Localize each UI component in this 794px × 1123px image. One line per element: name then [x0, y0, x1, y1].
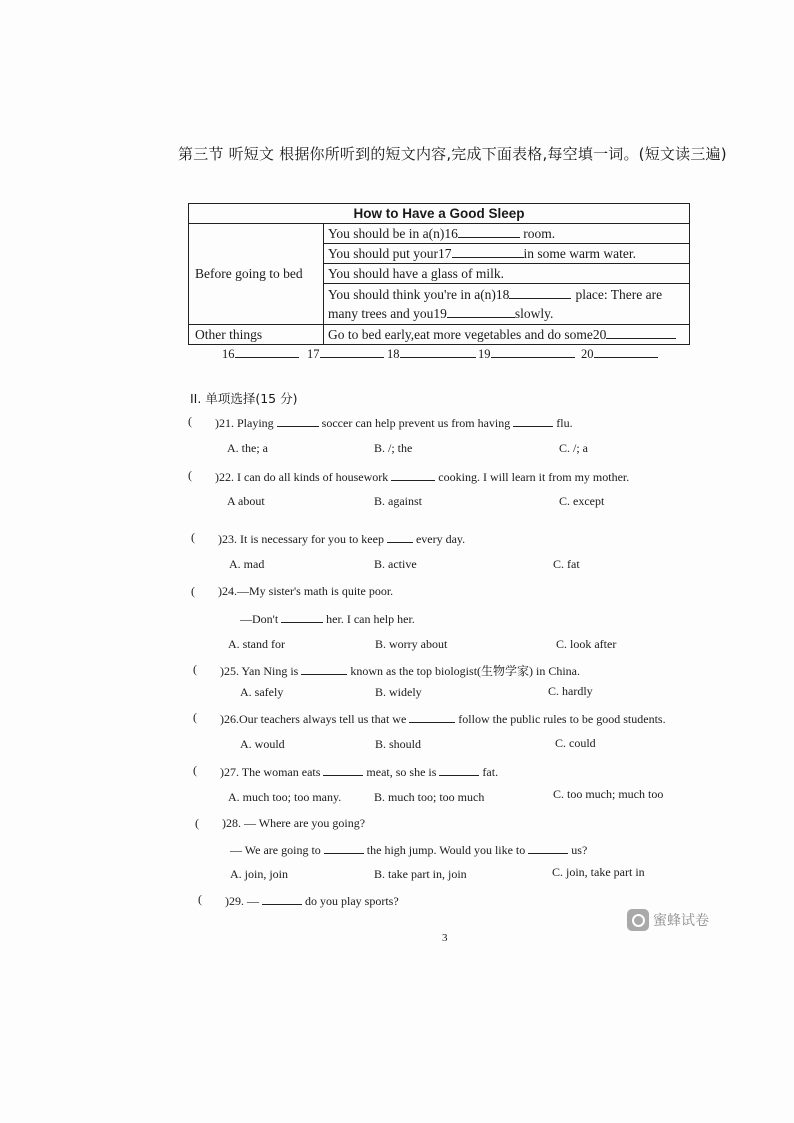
option-b[interactable]: B. /; the	[374, 441, 413, 455]
question-28-reply: — We are going to the high jump. Would you like to us?	[230, 843, 588, 857]
answer-paren[interactable]: (	[191, 584, 195, 598]
option-c[interactable]: C. look after	[556, 637, 617, 651]
answer-20: 20	[581, 345, 658, 362]
option-c[interactable]: C. too much; much too	[553, 787, 664, 801]
table-title: How to Have a Good Sleep	[189, 204, 690, 224]
option-a[interactable]: A. would	[240, 737, 285, 751]
answer-blank[interactable]	[491, 345, 575, 358]
option-a[interactable]: A. the; a	[227, 441, 268, 455]
blank-18[interactable]	[509, 286, 571, 299]
sleep-table	[188, 203, 690, 345]
row-text: You should put your17	[328, 246, 452, 261]
answer-paren[interactable]: (	[193, 662, 197, 676]
table-row-16	[324, 224, 690, 244]
question-21: )21. Playing soccer can help prevent us from having flu.	[215, 416, 573, 430]
page-number: 3	[442, 932, 448, 944]
watermark	[627, 909, 709, 931]
question-24: )24.—My sister's math is quite poor.	[218, 584, 394, 598]
answer-paren[interactable]: (	[193, 763, 197, 777]
question-28: )28. — Where are you going?	[222, 816, 366, 830]
question-25: )25. Yan Ning is known as the top biologist(生物学家) in China.	[220, 664, 581, 678]
listening-section-heading: 第三节 听短文 根据你所听到的短文内容,完成下面表格,每空填一词。(短文读三遍)	[178, 145, 727, 163]
option-c[interactable]: C. fat	[553, 557, 580, 571]
row-text: You should be in a(n)16	[328, 226, 458, 241]
option-b[interactable]: B. much too; too much	[374, 790, 485, 804]
option-c[interactable]: C. except	[559, 494, 605, 508]
table-row-milk: You should have a glass of milk.	[324, 264, 690, 284]
table-row-20	[324, 325, 690, 345]
row-text: many trees and you19	[328, 306, 447, 321]
row-text: in some warm water.	[523, 246, 637, 261]
option-b[interactable]: B. widely	[375, 685, 422, 699]
answer-17: 17	[307, 345, 384, 362]
question-29: )29. — do you play sports?	[225, 894, 399, 908]
row-text: place: There are	[575, 287, 663, 302]
option-c[interactable]: C. /; a	[559, 441, 588, 455]
section-title: II. 单项选择(15 分)	[190, 391, 298, 406]
option-a[interactable]: A. stand for	[228, 637, 285, 651]
answer-19: 19	[478, 345, 575, 362]
answer-paren[interactable]: (	[198, 892, 202, 906]
blank-19[interactable]	[447, 305, 515, 318]
answer-paren[interactable]: (	[188, 414, 192, 428]
option-a[interactable]: A about	[227, 494, 265, 508]
question-26: )26.Our teachers always tell us that we follow the public rules to be good students.	[220, 712, 666, 726]
option-a[interactable]: A. mad	[229, 557, 265, 571]
option-c[interactable]: C. hardly	[548, 684, 593, 698]
answer-paren[interactable]: (	[188, 468, 192, 482]
answer-blank[interactable]	[320, 345, 384, 358]
row-text: Go to bed early,eat more vegetables and do some20	[328, 327, 607, 342]
watermark-text: 蜜蜂试卷	[653, 913, 709, 929]
answer-blank[interactable]	[594, 345, 658, 358]
option-a[interactable]: A. safely	[240, 685, 284, 699]
table-row-18-19	[324, 284, 690, 325]
answer-paren[interactable]: (	[193, 710, 197, 724]
answer-paren[interactable]: (	[191, 530, 195, 544]
question-23: )23. It is necessary for you to keep every day.	[218, 532, 466, 546]
option-c[interactable]: C. could	[555, 736, 596, 750]
table-row-17	[324, 244, 690, 264]
option-b[interactable]: B. should	[375, 737, 422, 751]
option-a[interactable]: A. much too; too many.	[228, 790, 342, 804]
answer-paren[interactable]: (	[195, 816, 199, 830]
option-b[interactable]: B. take part in, join	[374, 867, 467, 881]
row-text: You should think you're in a(n)18	[328, 287, 510, 302]
before-bed-label: Before going to bed	[189, 224, 324, 325]
bee-logo-icon	[627, 909, 649, 931]
question-27: )27. The woman eats meat, so she is fat.	[220, 765, 499, 779]
answer-16: 16	[222, 345, 299, 362]
answer-18: 18	[387, 345, 476, 362]
option-a[interactable]: A. join, join	[230, 867, 289, 881]
blank-16[interactable]	[458, 225, 520, 238]
question-24-reply: —Don't her. I can help her.	[240, 612, 415, 626]
answer-blank[interactable]	[400, 345, 476, 358]
other-things-label: Other things	[189, 325, 324, 345]
question-22: )22. I can do all kinds of housework cooking. I will learn it from my mother.	[215, 470, 630, 484]
answer-blank[interactable]	[235, 345, 299, 358]
option-b[interactable]: B. active	[374, 557, 417, 571]
option-b[interactable]: B. worry about	[375, 637, 448, 651]
row-text: slowly.	[514, 306, 554, 321]
blank-17[interactable]	[452, 245, 524, 258]
row-text: room.	[523, 226, 556, 241]
option-c[interactable]: C. join, take part in	[552, 865, 645, 879]
option-b[interactable]: B. against	[374, 494, 422, 508]
blank-20[interactable]	[606, 326, 676, 339]
